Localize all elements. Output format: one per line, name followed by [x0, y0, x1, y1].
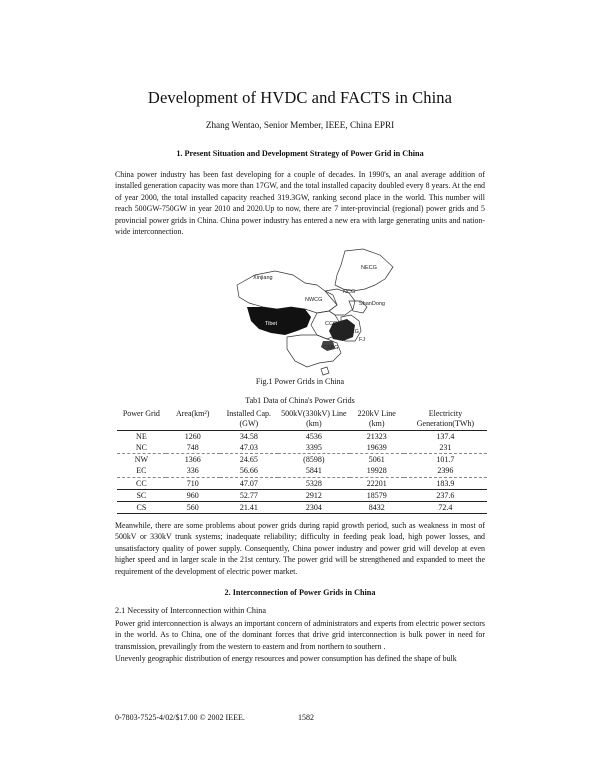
cell-capacity: 24.65: [239, 455, 258, 465]
cell-grid: CC: [117, 477, 166, 489]
copyright-footer: 0-7803-7525-4/02/$17.00 © 2002 IEEE.: [115, 713, 245, 722]
map-label-cspg: CSPG: [323, 345, 339, 351]
map-label-fj: FJ: [359, 337, 366, 343]
cell-area: 710: [166, 477, 220, 489]
cell-generation: 231: [404, 442, 487, 454]
paragraph-distribution: Unevenly geographic distribution of energy resources and power consumption has defined the shape of bulk: [115, 654, 457, 663]
cell-generation: 183.9: [404, 477, 487, 489]
cell-grid: NE: [136, 432, 147, 442]
paragraph-problems: Meanwhile, there are some problems about power grids during rapid growth period, such as weakness in most of 500kV or 330kV trunk systems; inadequate reliability; difficulty in feeding peak load, high power losses, and unsatisfactory quality of power supply. Consequently, China power industry and power grid will develop at even higher speed and in larger scale in the 21st century. The power grid will be strengthened and expanded to meet the requirement of the development of electric power market.: [115, 521, 485, 576]
cell-capacity: 47.07: [220, 477, 278, 489]
map-label-nwcg: NWCG: [305, 297, 323, 303]
col-header-220kv-line: 220kV Line (km): [350, 408, 404, 431]
page-number: 1582: [298, 713, 314, 722]
cell-grid: NC: [117, 442, 166, 454]
cell-area: 1260: [184, 432, 201, 442]
cell-area: 1366: [184, 455, 201, 465]
col-header-area: Area(km²): [166, 408, 220, 431]
map-label-ccg: CCG: [325, 321, 338, 327]
author-line: Zhang Wentao, Senior Member, IEEE, China EPRI: [205, 120, 395, 130]
cell-area: 960: [166, 489, 220, 501]
cell-220kv: 19928: [350, 465, 404, 477]
map-label-xinjiang: Xinjiang: [253, 275, 273, 281]
table-row: [117, 477, 487, 489]
cell-220kv: 5061: [368, 455, 385, 465]
cell-capacity: 21.41: [220, 501, 278, 513]
cell-500kv: 2304: [278, 501, 350, 513]
cell-area: 560: [166, 501, 220, 513]
paragraph-interconnection: Power grid interconnection is always an important concern of administrators and experts from electric power sectors in the world. As to China, one of the dominant forces that drive grid interconnection is bulk power in need for transmission, prevailingly from the western to eastern and from northern to southern .: [115, 619, 485, 651]
cell-500kv: (8598): [303, 455, 325, 465]
table-row: [117, 442, 487, 454]
cell-generation: 2396: [404, 465, 487, 477]
cell-grid: NW: [134, 455, 149, 465]
section-2-heading: 2. Interconnection of Power Grids in China: [224, 588, 376, 597]
cell-capacity: 52.77: [220, 489, 278, 501]
cell-generation: 101.7: [436, 455, 455, 465]
table-header-row: [117, 408, 487, 431]
map-region-hainan: [321, 367, 329, 375]
cell-220kv: 8432: [350, 501, 404, 513]
power-grid-data-table: [117, 408, 487, 514]
cell-capacity: 47.03: [220, 442, 278, 454]
map-label-ecg: ECG: [347, 329, 359, 335]
col-header-500kv-line: 500kV(330kV) Line (km): [278, 408, 350, 431]
cell-500kv: 4536: [305, 432, 322, 442]
col-header-power-grid: Power Grid: [117, 408, 166, 431]
cell-grid: EC: [117, 465, 166, 477]
map-label-ncg: NCG: [343, 289, 356, 295]
table-row: [117, 501, 487, 513]
cell-capacity: 56.66: [220, 465, 278, 477]
paper-title: Development of HVDC and FACTS in China: [147, 88, 453, 107]
cell-500kv: 5841: [278, 465, 350, 477]
cell-500kv: 5328: [278, 477, 350, 489]
map-region-northwest: [237, 271, 337, 313]
figure-caption: Fig.1 Power Grids in China: [255, 377, 345, 386]
table-row: [117, 454, 487, 466]
cell-area: 748: [166, 442, 220, 454]
table-row: [117, 489, 487, 501]
col-header-installed-cap: Installed Cap. (GW): [220, 408, 278, 431]
cell-capacity: 34.58: [239, 432, 258, 442]
table-caption: Tab1 Data of China's Power Grids: [245, 396, 355, 405]
section-1-heading: 1. Present Situation and Development Strategy of Power Grid in China: [176, 149, 424, 158]
col-header-generation: Electricity Generation(TWh): [404, 408, 487, 431]
subsection-2-1-heading: 2.1 Necessity of Interconnection within China: [115, 606, 266, 615]
cell-generation: 237.6: [404, 489, 487, 501]
map-label-shandong: ShanDong: [359, 301, 385, 307]
cell-grid: CS: [117, 501, 166, 513]
table-row: [117, 465, 487, 477]
map-label-necg: NECG: [361, 265, 377, 271]
map-region-tibet: [247, 307, 311, 335]
cell-generation: 137.4: [436, 432, 455, 442]
cell-area: 336: [166, 465, 220, 477]
cell-500kv: 2912: [278, 489, 350, 501]
map-region-south: [287, 335, 341, 367]
table-row: [117, 431, 487, 443]
map-label-tibet: Tibet: [265, 321, 278, 327]
cell-500kv: 3395: [278, 442, 350, 454]
cell-220kv: 21323: [366, 432, 387, 442]
cell-grid: SC: [117, 489, 166, 501]
china-power-grid-map: [225, 245, 405, 385]
section-1-paragraph: China power industry has been fast developing for a couple of decades. In 1990's, an anal average addition of installed generation capacity was more than 17GW, and the total installed capacity doubled every 8 years. At the end of year 2000, the total installed capacity reached 319.3GW, ranking second place in the world. This number will reach 500GW-750GW in year 2010 and 2020.Up to now, there are 7 inter-provincial (regional) power grids and 5 provincial power grids in China. China power industry has entered a new era with large generating units and nation-wide interconnection.: [115, 170, 485, 237]
cell-220kv: 22201: [350, 477, 404, 489]
cell-generation: 72.4: [404, 501, 487, 513]
cell-220kv: 19639: [350, 442, 404, 454]
cell-220kv: 18579: [350, 489, 404, 501]
